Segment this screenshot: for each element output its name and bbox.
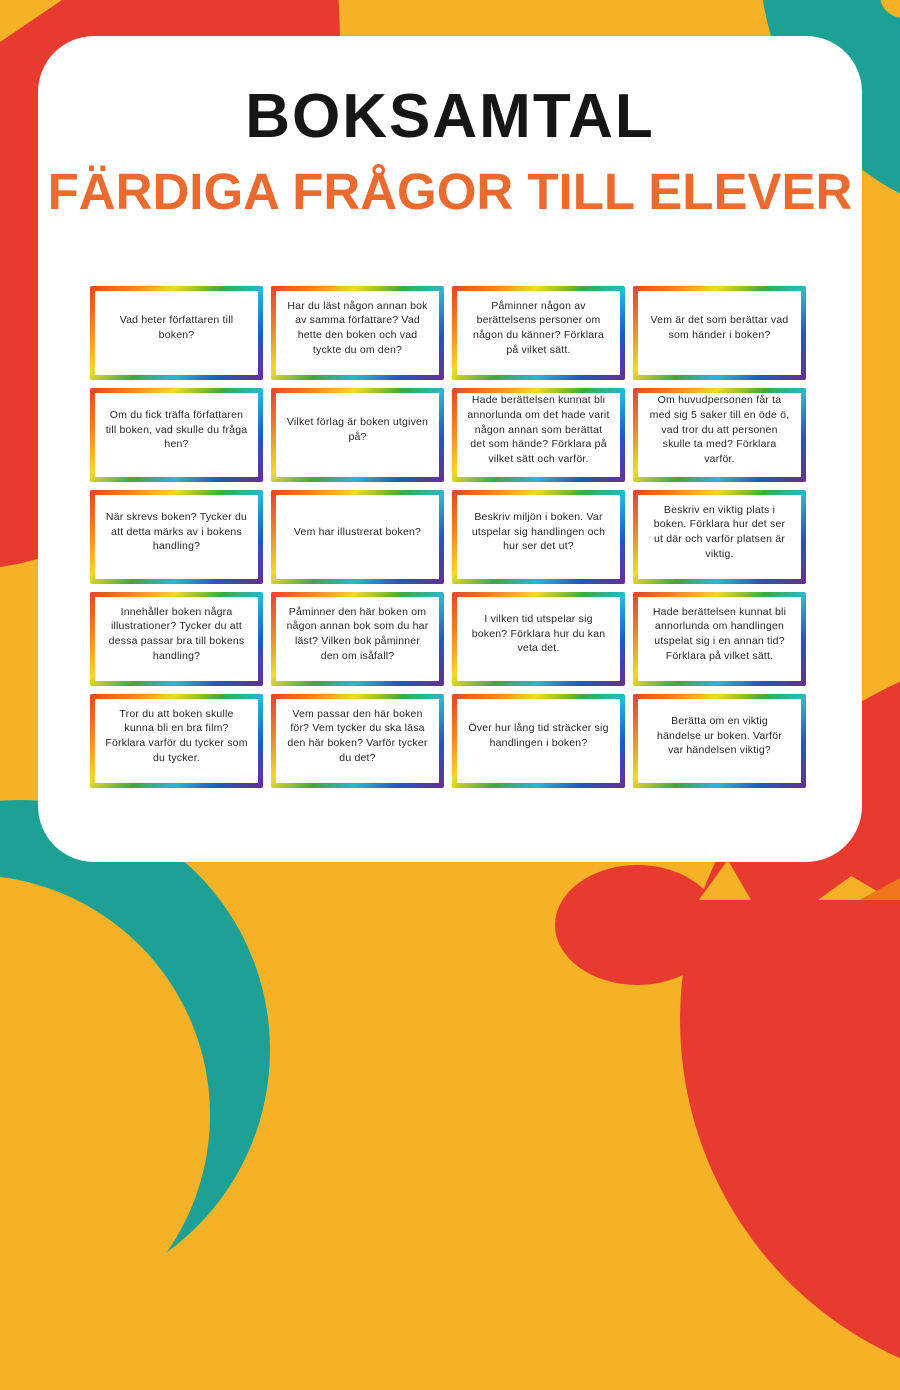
page-subtitle: FÄRDIGA FRÅGOR TILL ELEVER [47,163,853,220]
question-text: Har du läst någon annan bok av samma författare? Vad hette den boken och vad tyckte du om den? [287,299,428,356]
question-card [452,490,625,584]
question-card [452,592,625,686]
question-text: Om du fick träffa författaren till boken, vad skulle du fråga hen? [105,408,248,451]
question-grid [90,286,806,788]
question-card [90,286,263,380]
question-card [633,388,806,482]
decor-red-dome-bottom [555,865,720,985]
question-card [90,388,263,482]
question-text: Beskriv en viktig plats i boken. Förklara hur det ser ut där och varför platsen är viktig. [653,503,786,560]
question-card [633,490,806,584]
question-text: I vilken tid utspelar sig boken? Förklara hur du kan veta det. [471,612,606,655]
question-text: Beskriv miljön i boken. Var utspelar sig handlingen och hur ser det ut? [471,510,606,553]
question-card [452,388,625,482]
poster-sheet [38,36,862,862]
page-title: BOKSAMTAL [245,82,655,151]
question-card [452,286,625,380]
question-text: Påminner den här boken om någon annan bok som du har läst? Vilken bok påminner den om isåfall? [286,605,429,662]
question-card [271,592,444,686]
question-card [271,490,444,584]
question-text: Påminner någon av berättelsens personer om någon du känner? Förklara på vilket sätt. [472,299,605,356]
question-text: Hade berättelsen kunnat bli annorlunda om det hade varit någon annan som berättat det som hände? Förklara på vilket sätt och varför. [467,394,610,466]
question-card [271,286,444,380]
question-card [90,490,263,584]
question-text: Över hur lång tid sträcker sig handlingen i boken? [468,722,609,749]
question-text: Tror du att boken skulle kunna bli en bra film? Förklara varför du tycker som du tycker. [105,707,248,764]
question-card [452,694,625,788]
question-text: Vad heter författaren till boken? [119,314,234,341]
question-text: Berätta om en viktig händelse ur boken. Varför var händelsen viktig? [656,714,783,757]
question-text: Hade berättelsen kunnat bli annorlunda om handlingen utspelat sig i en annan tid? Förklara på vilket sätt. [652,605,787,662]
question-card [633,286,806,380]
question-text: Vem är det som berättar vad som händer i boken? [650,314,789,341]
question-text: Vem har illustrerat boken? [293,525,422,538]
question-text: Innehåller boken några illustrationer? Tycker du att dessa passar bra till bokens handling? [108,605,245,662]
question-text: Vem passar den här boken för? Vem tycker du ska läsa den här boken? Varför tycker du det? [287,707,428,764]
question-card [271,388,444,482]
question-card [271,694,444,788]
question-text: Vilket förlag är boken utgiven på? [286,416,429,443]
question-card [90,694,263,788]
question-text: När skrevs boken? Tycker du att detta märks av i bokens handling? [105,510,248,553]
question-card [90,592,263,686]
question-card [633,592,806,686]
question-card [633,694,806,788]
question-text: Om huvudpersonen får ta med sig 5 saker till en öde ö, vad tror du att personen skulle ta med? Förklara varför. [649,394,790,466]
